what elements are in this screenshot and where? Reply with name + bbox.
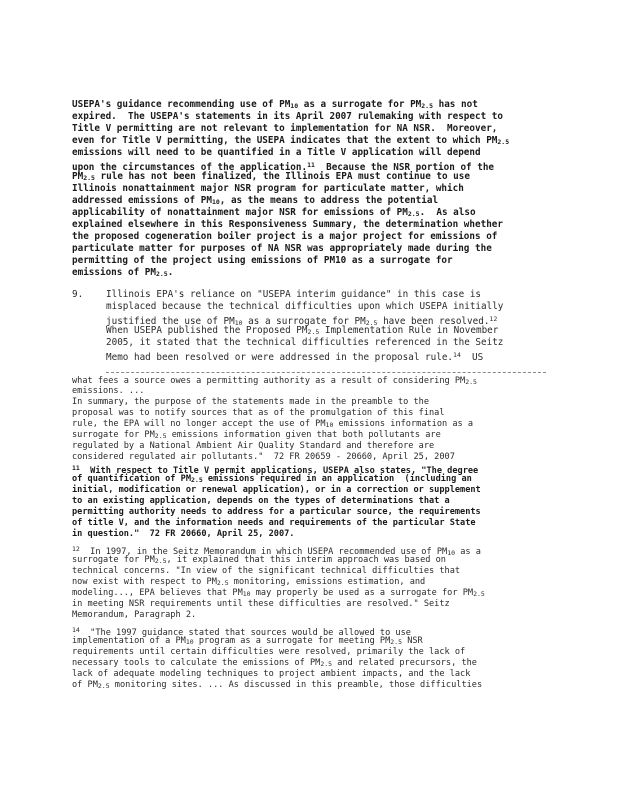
footnote-line: implementation of a $PM_{10}$ program as a surrogate for meeting $PM_{2.5}$ NSR [72,636,423,646]
footnote-line: surrogate for $PM_{2.5}$, it explained that this interim approach was based on [72,555,446,565]
comment-line: Memo had been resolved or were addressed in the proposal rule.$^{14}$ US [106,351,484,363]
footnote-line: Memorandum, Paragraph 2. [72,610,197,620]
footnote-line: $^{12}$ In 1997, in the Seitz Memorandum in which USEPA recommended use of $PM_{10}$ as a [72,545,481,557]
comment-line: Illinois EPA's reliance on "USEPA interim guidance" in this case is [106,289,482,300]
body-line: even for Title V permitting, the USEPA indicates that the extent to which $PM_{2.5}$ [72,135,510,146]
footnote-line: surrogate for $PM_{2.5}$ emissions information given that both pollutants are [72,430,441,440]
footnote-line: to an existing application, depends on the types of determinations that a [72,496,450,506]
footnote-separator [106,372,546,373]
body-line: particulate matter for purposes of NA NSR was appropriately made during the [72,243,492,254]
comment-line: misplaced because the technical difficulties upon which USEPA initially [106,301,504,312]
footnote-line: necessary tools to calculate the emissions of $PM_{2.5}$ and related precursors, the [72,658,477,668]
footnote-line: permitting authority needs to address for a particular source, the requirements [72,507,481,517]
footnote-line: of title V, and the information needs and requirements of the particular State [72,518,476,528]
footnote-line: what fees a source owes a permitting authority as a result of considering $PM_{2.5}$ [72,376,477,386]
footnote-line: modeling..., EPA believes that $PM_{10}$ may properly be used as a surrogate for $PM_{2.5}$ [72,588,485,598]
footnote-line: technical concerns. "In view of the significant technical difficulties that [72,566,461,576]
body-line: USEPA's guidance recommending use of $PM_{10}$ as a surrogate for $PM_{2.5}$ has not [72,99,478,110]
body-line: expired. The USEPA's statements in its April 2007 rulemaking with respect to [72,111,503,122]
footnote-line: emissions. ... [72,386,145,396]
body-line: the proposed cogeneration boiler project is a major project for emissions of [72,231,498,242]
footnote-line: initial, modification or renewal application), or in a correction or supplement [72,485,481,495]
body-line: Title V permitting are not relevant to implementation for NA NSR. Moreover, [72,123,498,134]
footnote-line: regulated by a National Ambient Air Quality Standard and therefore are [72,441,435,451]
body-line: emissions of $PM_{2.5}$. [72,267,174,278]
comment-number: 9. [72,289,84,300]
body-line: emissions will need to be quantified in a Title V application will depend [72,147,481,158]
body-line: Illinois nonattainment major NSR program for particulate matter, which [72,183,464,194]
comment-line: When USEPA published the Proposed $PM_{2.5}$ Implementation Rule in November [106,325,499,336]
comment-line: justified the use of $PM_{10}$ as a surrogate for $PM_{2.5}$ have been resolved.$^{12}$ [106,315,498,327]
footnote-line: proposal was to notify sources that as of the promulgation of this final [72,408,445,418]
body-line: $PM_{2.5}$ rule has not been finalized, the Illinois EPA must continue to use [72,171,470,182]
footnote-line: in question." 72 FR 20660, April 25, 2007. [72,529,295,539]
body-line: permitting of the project using emissions of PM10 as a surrogate for [72,255,453,266]
footnote-line: considered regulated air pollutants." 72 FR 20659 - 20660, April 25, 2007 [72,452,455,462]
footnote-line: now exist with respect to $PM_{2.5}$ monitoring, emissions estimation, and [72,577,426,587]
body-line: addressed emissions of $PM_{10}$, as the means to address the potential [72,195,439,206]
footnote-line: in meeting NSR requirements until these difficulties are resolved." Seitz [72,599,450,609]
footnote-line: In summary, the purpose of the statements made in the preamble to the [72,397,429,407]
footnote-line: requirements until certain difficulties were resolved, primarily the lack of [72,647,466,657]
footnote-line: of $PM_{2.5}$ monitoring sites. ... As discussed in this preamble, those difficulties [72,680,483,690]
footnote-line: rule, the EPA will no longer accept the use of $PM_{10}$ emissions information as a [72,419,474,429]
footnote-line: of quantification of $PM_{2.5}$ emissions required in an application (including an [72,474,472,484]
body-line: upon the circumstances of the application.$^{11}$ Because the NSR portion of the [72,161,495,173]
footnote-line: lack of adequate modeling techniques to project ambient impacts, and the lack [72,669,471,679]
footnote-line: $^{11}$ With respect to Title V permit applications, USEPA also states, "The degree [72,464,479,476]
body-line: applicability of nonattainment major NSR for emissions of $PM_{2.5}$. As also [72,207,476,218]
body-line: explained elsewhere in this Responsiveness Summary, the determination whether [72,219,503,230]
footnote-line: $^{14}$ "The 1997 guidance stated that sources would be allowed to use [72,626,411,638]
comment-line: 2005, it stated that the technical difficulties referenced in the Seitz [106,337,504,348]
